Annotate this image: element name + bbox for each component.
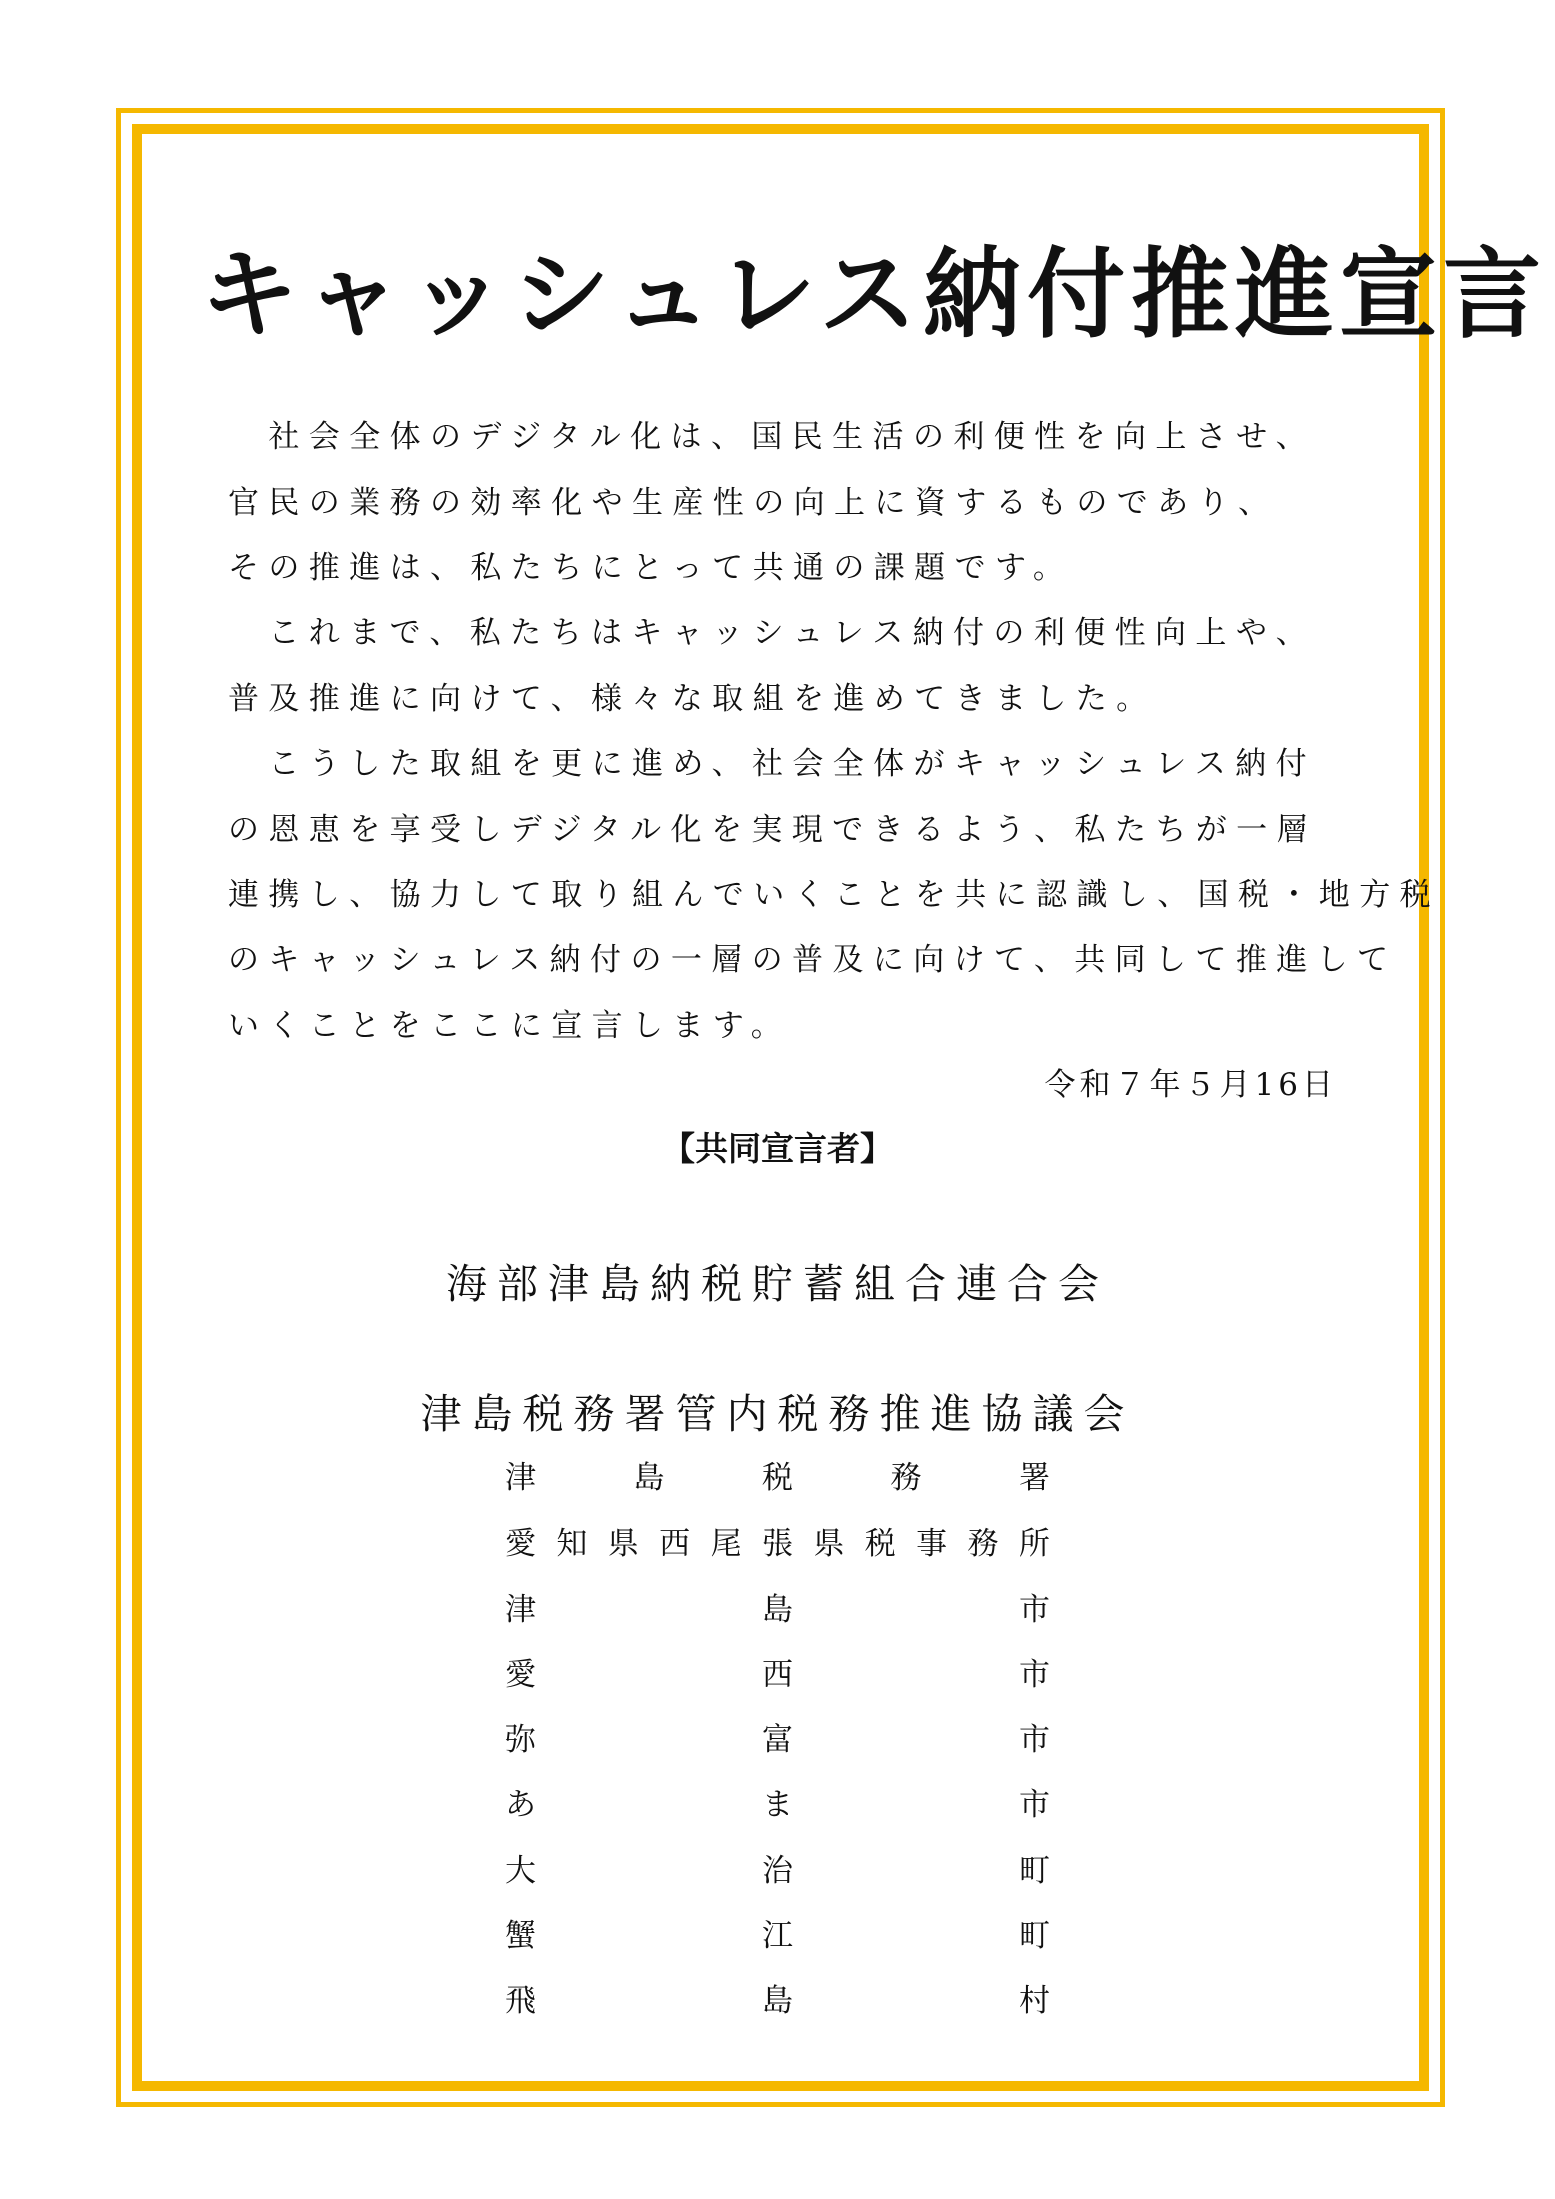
member-name-char: 町 [1019, 1918, 1050, 1954]
member-name-char: 税 [762, 1460, 793, 1496]
member-name-char: 知 [556, 1526, 588, 1562]
declaration-line: 社会全体のデジタル化は、国民生活の利便性を向上させ、 [228, 419, 1317, 455]
declaration-line: 連携し、協力して取り組んでいくことを共に認識し、国税・地方税 [228, 877, 1440, 913]
member-name-char: 島 [762, 1983, 793, 2019]
member-name-char: 蟹 [505, 1918, 536, 1954]
member-name-char: 税 [864, 1526, 896, 1562]
member-name-char: 富 [762, 1722, 793, 1758]
member-name [505, 1588, 1050, 1632]
member-name-char: 愛 [505, 1657, 536, 1693]
member-name-char: 飛 [505, 1983, 536, 2019]
member-name-char: 村 [1019, 1983, 1050, 2019]
member-name-char: 市 [1019, 1787, 1050, 1823]
member-name-char: あ [505, 1787, 536, 1823]
member-name [505, 1914, 1050, 1958]
declaration-line: これまで、私たちはキャッシュレス納付の利便性向上や、 [228, 615, 1317, 651]
declaration-line: いくことをここに宣言します。 [228, 1008, 792, 1044]
member-name-char: 西 [659, 1526, 691, 1562]
member-name-char: 西 [762, 1657, 793, 1693]
member-name [505, 1979, 1050, 2023]
member-name-char: 張 [761, 1526, 793, 1562]
member-name-char: 事 [916, 1526, 948, 1562]
member-name-char: 津 [505, 1460, 536, 1496]
member-name-char: 津 [505, 1592, 536, 1628]
declaration-line: 官民の業務の効率化や生産性の向上に資するものであり、 [228, 485, 1279, 521]
organization-name: 津島税務署管内税務推進協議会 [420, 1390, 1135, 1438]
declaration-line: その推進は、私たちにとって共通の課題です。 [228, 550, 1074, 586]
member-name-char: 治 [762, 1853, 793, 1889]
member-name-char: 尾 [710, 1526, 742, 1562]
member-name [505, 1849, 1050, 1893]
member-name [505, 1522, 1050, 1566]
member-name-char: 島 [633, 1460, 665, 1496]
member-name [505, 1718, 1050, 1762]
member-name-char: 町 [1019, 1853, 1050, 1889]
member-name-char: 県 [813, 1526, 845, 1562]
member-name-char: 市 [1019, 1722, 1050, 1758]
member-name [505, 1456, 1050, 1500]
declarers-heading: 【共同宣言者】 [662, 1129, 893, 1168]
page-title: キャッシュレス納付推進宣言 [200, 237, 1548, 352]
member-name-char: 大 [505, 1853, 536, 1889]
member-name-char: ま [762, 1787, 793, 1823]
member-name-char: 務 [967, 1526, 999, 1562]
member-name-char: 愛 [505, 1526, 536, 1562]
member-name-char: 所 [1018, 1526, 1050, 1562]
member-name-char: 市 [1019, 1592, 1050, 1628]
declaration-line: こうした取組を更に進め、社会全体がキャッシュレス納付 [228, 746, 1317, 782]
member-name-char: 江 [762, 1918, 793, 1954]
declaration-line: のキャッシュレス納付の一層の普及に向けて、共同して推進して [228, 942, 1398, 978]
member-name-char: 署 [1019, 1460, 1050, 1496]
member-name-char: 務 [890, 1460, 922, 1496]
member-name [505, 1653, 1050, 1697]
member-name-char: 県 [607, 1526, 639, 1562]
member-name-char: 弥 [505, 1722, 536, 1758]
declaration-line: の恩恵を享受しデジタル化を実現できるよう、私たちが一層 [228, 812, 1317, 848]
member-name [505, 1783, 1050, 1827]
member-name-char: 市 [1019, 1657, 1050, 1693]
organization-name: 海部津島納税貯蓄組合連合会 [446, 1260, 1109, 1308]
member-name-char: 島 [762, 1592, 793, 1628]
declaration-date: 令和７年５月16日 [1044, 1067, 1337, 1103]
declaration-line: 普及推進に向けて、様々な取組を進めてきました。 [228, 681, 1157, 717]
